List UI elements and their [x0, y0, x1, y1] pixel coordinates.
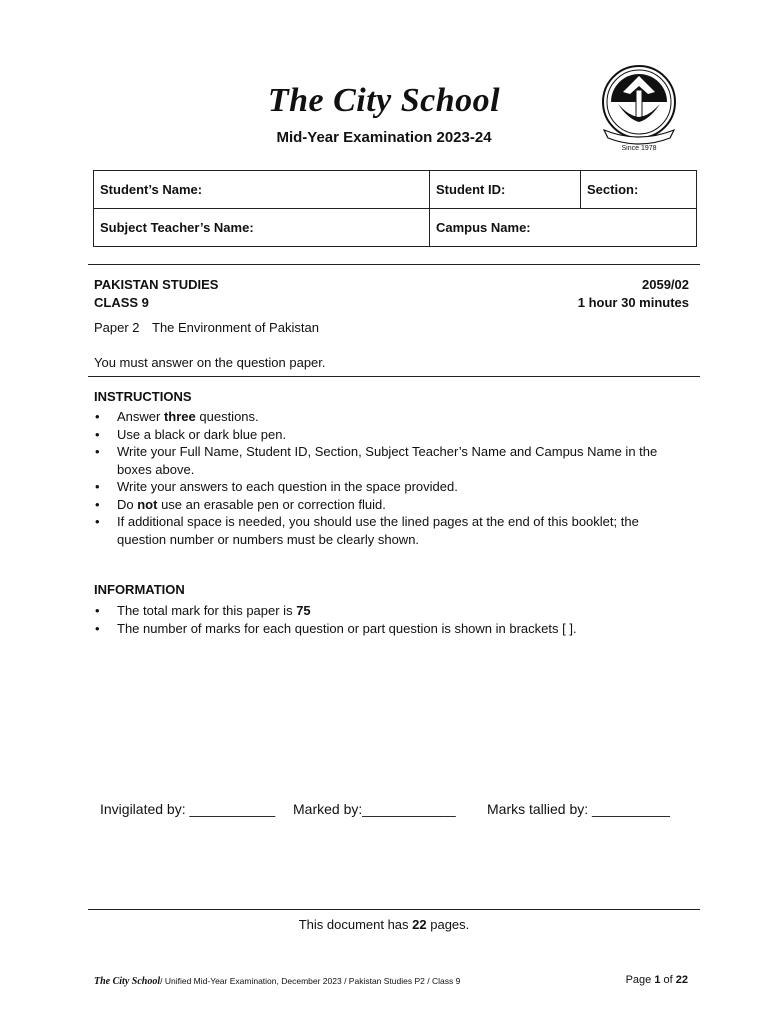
information-heading: INFORMATION: [94, 582, 185, 597]
instructions-heading: INSTRUCTIONS: [94, 389, 192, 404]
list-item: • Use a black or dark blue pen.: [94, 426, 686, 444]
divider: [88, 909, 700, 910]
footer-brand: The City School: [94, 976, 161, 987]
paper-label: Paper 2: [94, 320, 140, 335]
subject-name: PAKISTAN STUDIES: [94, 277, 219, 292]
student-id-field[interactable]: Student ID:: [430, 171, 581, 209]
list-item: • Answer three questions.: [94, 408, 686, 426]
list-item: • Write your Full Name, Student ID, Section, Subject Teacher’s Name and Campus Name in the boxes above.: [94, 443, 686, 478]
campus-name-field[interactable]: Campus Name:: [430, 209, 697, 247]
list-item: • If additional space is needed, you should use the lined pages at the end of this booklet; the question number or numbers must be clearly shown.: [94, 513, 686, 548]
information-list: [94, 602, 686, 637]
subject-teacher-field[interactable]: Subject Teacher’s Name:: [94, 209, 430, 247]
pages-note: This document has 22 pages.: [298, 917, 470, 932]
marks-tallied-field[interactable]: Marks tallied by: __________: [487, 801, 670, 817]
school-title: The City School: [267, 82, 501, 119]
section-field[interactable]: Section:: [581, 171, 697, 209]
list-item: • The total mark for this paper is 75: [94, 602, 686, 620]
answer-note: You must answer on the question paper.: [94, 355, 326, 370]
page-number: Page 1 of 22: [625, 974, 688, 986]
footer-text: The City School/ Unified Mid-Year Examination, December 2023 / Pakistan Studies P2 / Class 9: [94, 976, 461, 987]
list-item: • The number of marks for each question or part question is shown in brackets [ ].: [94, 620, 686, 638]
exam-title: Mid-Year Examination 2023-24: [276, 129, 492, 146]
invigilated-by-field[interactable]: Invigilated by: ___________: [100, 801, 276, 817]
student-details-table: [93, 170, 697, 247]
duration: 1 hour 30 minutes: [577, 295, 689, 310]
list-item: • Write your answers to each question in the space provided.: [94, 478, 686, 496]
class-label: CLASS 9: [94, 295, 149, 310]
paper-title: The Environment of Pakistan: [152, 320, 319, 335]
instructions-list: [94, 408, 686, 548]
logo-since-text: Since 1978: [621, 145, 657, 152]
marked-by-field[interactable]: Marked by:____________: [293, 801, 456, 817]
divider: [88, 264, 700, 265]
school-logo: [598, 64, 680, 158]
list-item: • Do not use an erasable pen or correction fluid.: [94, 496, 686, 514]
student-name-field[interactable]: Student’s Name:: [94, 171, 430, 209]
paper-code: 2059/02: [642, 277, 689, 292]
divider: [88, 376, 700, 377]
